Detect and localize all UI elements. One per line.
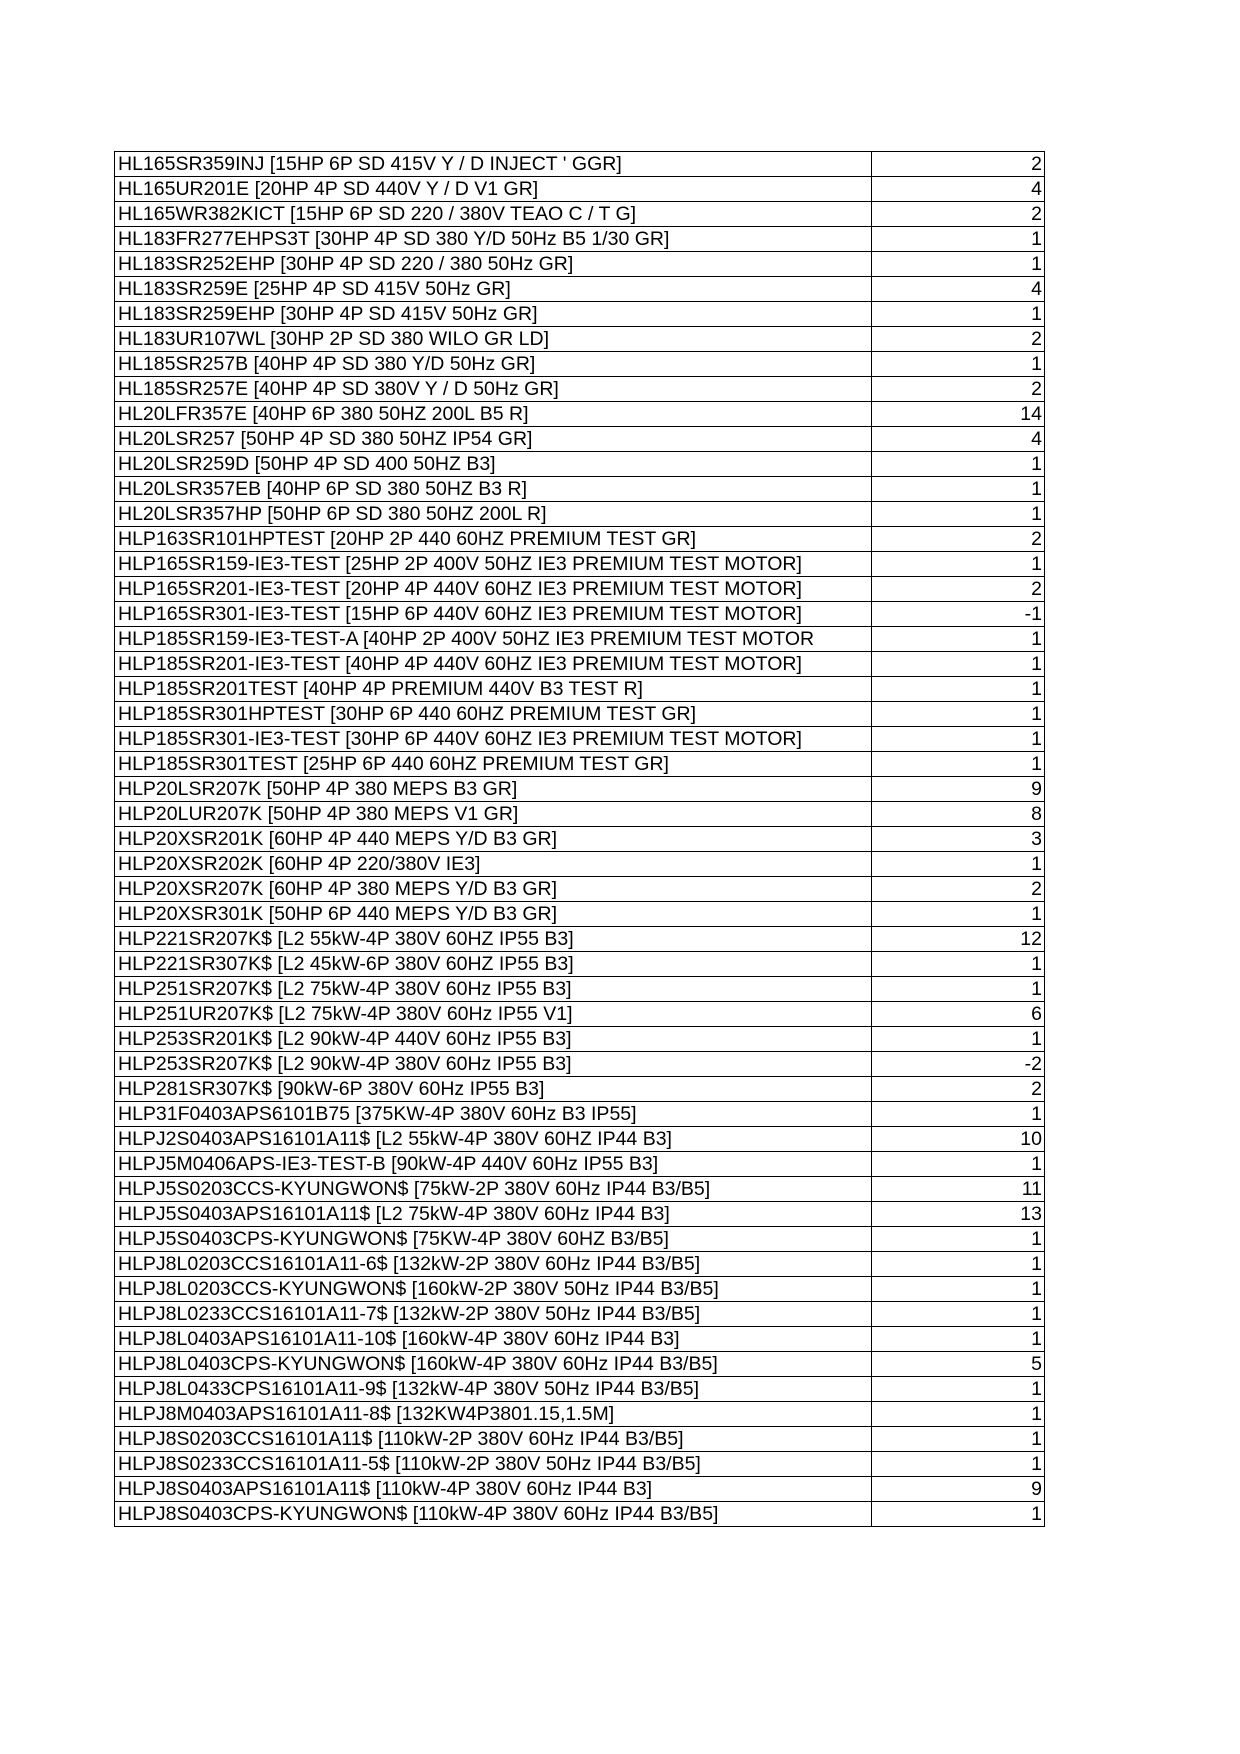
table-row <box>115 1177 1045 1202</box>
item-description-cell: HLP185SR159-IE3-TEST-A [40HP 2P 400V 50HZ IE3 PREMIUM TEST MOTOR <box>115 627 872 652</box>
item-quantity-cell: 11 <box>872 1177 1045 1202</box>
item-description-cell: HL165WR382KICT [15HP 6P SD 220 / 380V TEAO C / T G] <box>115 202 872 227</box>
item-description-cell: HLP20LSR207K [50HP 4P 380 MEPS B3 GR] <box>115 777 872 802</box>
table-row <box>115 852 1045 877</box>
table-row <box>115 427 1045 452</box>
table-row <box>115 527 1045 552</box>
item-quantity-cell: 1 <box>872 1227 1045 1252</box>
item-quantity-cell: 1 <box>872 552 1045 577</box>
inventory-sheet <box>114 151 1044 1527</box>
item-description-cell: HL183SR252EHP [30HP 4P SD 220 / 380 50Hz GR] <box>115 252 872 277</box>
item-description-cell: HLPJ5S0403APS16101A11$ [L2 75kW-4P 380V 60Hz IP44 B3] <box>115 1202 872 1227</box>
table-row <box>115 302 1045 327</box>
item-description-cell: HLPJ8S0233CCS16101A11-5$ [110kW-2P 380V 50Hz IP44 B3/B5] <box>115 1452 872 1477</box>
item-description-cell: HLPJ5S0203CCS-KYUNGWON$ [75kW-2P 380V 60Hz IP44 B3/B5] <box>115 1177 872 1202</box>
table-row <box>115 1352 1045 1377</box>
item-quantity-cell: 6 <box>872 1002 1045 1027</box>
table-row <box>115 827 1045 852</box>
item-description-cell: HLPJ8L0433CPS16101A11-9$ [132kW-4P 380V 50Hz IP44 B3/B5] <box>115 1377 872 1402</box>
item-description-cell: HLP281SR307K$ [90kW-6P 380V 60Hz IP55 B3] <box>115 1077 872 1102</box>
item-description-cell: HLP20XSR207K [60HP 4P 380 MEPS Y/D B3 GR] <box>115 877 872 902</box>
item-description-cell: HLPJ8S0403APS16101A11$ [110kW-4P 380V 60Hz IP44 B3] <box>115 1477 872 1502</box>
item-description-cell: HLP165SR301-IE3-TEST [15HP 6P 440V 60HZ IE3 PREMIUM TEST MOTOR] <box>115 602 872 627</box>
item-quantity-cell: 1 <box>872 752 1045 777</box>
item-quantity-cell: 1 <box>872 1277 1045 1302</box>
item-quantity-cell: 1 <box>872 1502 1045 1527</box>
table-row <box>115 1452 1045 1477</box>
table-row <box>115 502 1045 527</box>
item-quantity-cell: 1 <box>872 1427 1045 1452</box>
item-description-cell: HL20LSR257 [50HP 4P SD 380 50HZ IP54 GR] <box>115 427 872 452</box>
table-row <box>115 1002 1045 1027</box>
item-quantity-cell: 1 <box>872 1027 1045 1052</box>
item-quantity-cell: 2 <box>872 152 1045 177</box>
table-row <box>115 477 1045 502</box>
item-quantity-cell: 1 <box>872 252 1045 277</box>
table-row <box>115 1277 1045 1302</box>
item-description-cell: HLP165SR201-IE3-TEST [20HP 4P 440V 60HZ IE3 PREMIUM TEST MOTOR] <box>115 577 872 602</box>
item-description-cell: HLP20XSR301K [50HP 6P 440 MEPS Y/D B3 GR] <box>115 902 872 927</box>
item-description-cell: HL20LFR357E [40HP 6P 380 50HZ 200L B5 R] <box>115 402 872 427</box>
table-row <box>115 927 1045 952</box>
item-description-cell: HLP185SR301-IE3-TEST [30HP 6P 440V 60HZ IE3 PREMIUM TEST MOTOR] <box>115 727 872 752</box>
item-description-cell: HLP20XSR202K [60HP 4P 220/380V IE3] <box>115 852 872 877</box>
item-description-cell: HLPJ8L0403CPS-KYUNGWON$ [160kW-4P 380V 60Hz IP44 B3/B5] <box>115 1352 872 1377</box>
item-description-cell: HLP221SR207K$ [L2 55kW-4P 380V 60HZ IP55 B3] <box>115 927 872 952</box>
item-quantity-cell: 1 <box>872 502 1045 527</box>
item-description-cell: HLPJ5S0403CPS-KYUNGWON$ [75KW-4P 380V 60HZ B3/B5] <box>115 1227 872 1252</box>
item-quantity-cell: -1 <box>872 602 1045 627</box>
table-row <box>115 252 1045 277</box>
item-description-cell: HLPJ8L0403APS16101A11-10$ [160kW-4P 380V 60Hz IP44 B3] <box>115 1327 872 1352</box>
item-description-cell: HL183SR259EHP [30HP 4P SD 415V 50Hz GR] <box>115 302 872 327</box>
table-row <box>115 627 1045 652</box>
inventory-table <box>114 151 1045 1527</box>
item-quantity-cell: 9 <box>872 777 1045 802</box>
item-quantity-cell: 1 <box>872 677 1045 702</box>
item-quantity-cell: 1 <box>872 652 1045 677</box>
table-row <box>115 1077 1045 1102</box>
item-quantity-cell: 2 <box>872 377 1045 402</box>
item-description-cell: HLPJ8S0403CPS-KYUNGWON$ [110kW-4P 380V 60Hz IP44 B3/B5] <box>115 1502 872 1527</box>
item-quantity-cell: 1 <box>872 977 1045 1002</box>
table-row <box>115 952 1045 977</box>
item-description-cell: HLP31F0403APS6101B75 [375KW-4P 380V 60Hz B3 IP55] <box>115 1102 872 1127</box>
table-row <box>115 727 1045 752</box>
item-description-cell: HLP185SR301HPTEST [30HP 6P 440 60HZ PREMIUM TEST GR] <box>115 702 872 727</box>
table-row <box>115 1327 1045 1352</box>
table-row <box>115 352 1045 377</box>
item-quantity-cell: 1 <box>872 902 1045 927</box>
table-row <box>115 577 1045 602</box>
table-row <box>115 602 1045 627</box>
table-row <box>115 1477 1045 1502</box>
item-quantity-cell: 9 <box>872 1477 1045 1502</box>
table-row <box>115 177 1045 202</box>
item-quantity-cell: 14 <box>872 402 1045 427</box>
item-description-cell: HL20LSR357HP [50HP 6P SD 380 50HZ 200L R] <box>115 502 872 527</box>
item-quantity-cell: -2 <box>872 1052 1045 1077</box>
table-row <box>115 877 1045 902</box>
item-quantity-cell: 1 <box>872 227 1045 252</box>
table-row <box>115 1102 1045 1127</box>
inventory-table-body <box>115 152 1045 1527</box>
table-row <box>115 1402 1045 1427</box>
table-row <box>115 777 1045 802</box>
table-row <box>115 1152 1045 1177</box>
item-quantity-cell: 8 <box>872 802 1045 827</box>
item-description-cell: HLPJ8L0203CCS-KYUNGWON$ [160kW-2P 380V 50Hz IP44 B3/B5] <box>115 1277 872 1302</box>
table-row <box>115 327 1045 352</box>
table-row <box>115 152 1045 177</box>
item-quantity-cell: 3 <box>872 827 1045 852</box>
item-description-cell: HLP221SR307K$ [L2 45kW-6P 380V 60HZ IP55 B3] <box>115 952 872 977</box>
table-row <box>115 977 1045 1002</box>
table-row <box>115 1252 1045 1277</box>
table-row <box>115 1302 1045 1327</box>
table-row <box>115 1052 1045 1077</box>
table-row <box>115 402 1045 427</box>
item-description-cell: HLP251SR207K$ [L2 75kW-4P 380V 60Hz IP55 B3] <box>115 977 872 1002</box>
item-quantity-cell: 2 <box>872 1077 1045 1102</box>
item-description-cell: HLP20XSR201K [60HP 4P 440 MEPS Y/D B3 GR] <box>115 827 872 852</box>
table-row <box>115 1127 1045 1152</box>
item-description-cell: HL165UR201E [20HP 4P SD 440V Y / D V1 GR] <box>115 177 872 202</box>
item-description-cell: HL185SR257B [40HP 4P SD 380 Y/D 50Hz GR] <box>115 352 872 377</box>
item-description-cell: HL183UR107WL [30HP 2P SD 380 WILO GR LD] <box>115 327 872 352</box>
item-quantity-cell: 1 <box>872 852 1045 877</box>
item-description-cell: HLPJ2S0403APS16101A11$ [L2 55kW-4P 380V 60HZ IP44 B3] <box>115 1127 872 1152</box>
item-quantity-cell: 5 <box>872 1352 1045 1377</box>
item-quantity-cell: 2 <box>872 877 1045 902</box>
item-description-cell: HLP253SR201K$ [L2 90kW-4P 440V 60Hz IP55 B3] <box>115 1027 872 1052</box>
table-row <box>115 902 1045 927</box>
item-quantity-cell: 1 <box>872 1302 1045 1327</box>
item-description-cell: HL20LSR357EB [40HP 6P SD 380 50HZ B3 R] <box>115 477 872 502</box>
item-quantity-cell: 1 <box>872 302 1045 327</box>
table-row <box>115 452 1045 477</box>
item-description-cell: HL165SR359INJ [15HP 6P SD 415V Y / D INJECT ' GGR] <box>115 152 872 177</box>
item-description-cell: HLP185SR201-IE3-TEST [40HP 4P 440V 60HZ IE3 PREMIUM TEST MOTOR] <box>115 652 872 677</box>
table-row <box>115 377 1045 402</box>
item-description-cell: HLP165SR159-IE3-TEST [25HP 2P 400V 50HZ IE3 PREMIUM TEST MOTOR] <box>115 552 872 577</box>
item-quantity-cell: 1 <box>872 452 1045 477</box>
table-row <box>115 1427 1045 1452</box>
item-quantity-cell: 1 <box>872 1377 1045 1402</box>
item-quantity-cell: 1 <box>872 1452 1045 1477</box>
item-quantity-cell: 1 <box>872 1252 1045 1277</box>
item-description-cell: HL185SR257E [40HP 4P SD 380V Y / D 50Hz GR] <box>115 377 872 402</box>
table-row <box>115 277 1045 302</box>
table-row <box>115 752 1045 777</box>
item-quantity-cell: 4 <box>872 427 1045 452</box>
item-description-cell: HLPJ8L0233CCS16101A11-7$ [132kW-2P 380V 50Hz IP44 B3/B5] <box>115 1302 872 1327</box>
item-quantity-cell: 2 <box>872 327 1045 352</box>
item-quantity-cell: 1 <box>872 627 1045 652</box>
table-row <box>115 652 1045 677</box>
item-description-cell: HLP185SR201TEST [40HP 4P PREMIUM 440V B3 TEST R] <box>115 677 872 702</box>
item-quantity-cell: 10 <box>872 1127 1045 1152</box>
table-row <box>115 702 1045 727</box>
table-row <box>115 1202 1045 1227</box>
item-quantity-cell: 1 <box>872 1102 1045 1127</box>
item-quantity-cell: 1 <box>872 477 1045 502</box>
item-quantity-cell: 2 <box>872 527 1045 552</box>
item-description-cell: HL183SR259E [25HP 4P SD 415V 50Hz GR] <box>115 277 872 302</box>
item-description-cell: HLPJ8S0203CCS16101A11$ [110kW-2P 380V 60Hz IP44 B3/B5] <box>115 1427 872 1452</box>
item-description-cell: HLPJ5M0406APS-IE3-TEST-B [90kW-4P 440V 60Hz IP55 B3] <box>115 1152 872 1177</box>
item-quantity-cell: 1 <box>872 1152 1045 1177</box>
table-row <box>115 552 1045 577</box>
table-row <box>115 1227 1045 1252</box>
table-row <box>115 802 1045 827</box>
item-description-cell: HLPJ8M0403APS16101A11-8$ [132KW4P3801.15,1.5M] <box>115 1402 872 1427</box>
item-quantity-cell: 1 <box>872 1402 1045 1427</box>
item-description-cell: HLP253SR207K$ [L2 90kW-4P 380V 60Hz IP55 B3] <box>115 1052 872 1077</box>
item-description-cell: HLP251UR207K$ [L2 75kW-4P 380V 60Hz IP55 V1] <box>115 1002 872 1027</box>
table-row <box>115 1502 1045 1527</box>
item-quantity-cell: 13 <box>872 1202 1045 1227</box>
item-quantity-cell: 2 <box>872 202 1045 227</box>
item-quantity-cell: 4 <box>872 277 1045 302</box>
item-quantity-cell: 1 <box>872 1327 1045 1352</box>
item-quantity-cell: 1 <box>872 352 1045 377</box>
item-quantity-cell: 4 <box>872 177 1045 202</box>
item-quantity-cell: 1 <box>872 702 1045 727</box>
item-quantity-cell: 12 <box>872 927 1045 952</box>
item-quantity-cell: 1 <box>872 727 1045 752</box>
item-description-cell: HL20LSR259D [50HP 4P SD 400 50HZ B3] <box>115 452 872 477</box>
item-description-cell: HL183FR277EHPS3T [30HP 4P SD 380 Y/D 50Hz B5 1/30 GR] <box>115 227 872 252</box>
table-row <box>115 202 1045 227</box>
item-quantity-cell: 2 <box>872 577 1045 602</box>
item-description-cell: HLP163SR101HPTEST [20HP 2P 440 60HZ PREMIUM TEST GR] <box>115 527 872 552</box>
table-row <box>115 677 1045 702</box>
item-quantity-cell: 1 <box>872 952 1045 977</box>
table-row <box>115 1027 1045 1052</box>
item-description-cell: HLP185SR301TEST [25HP 6P 440 60HZ PREMIUM TEST GR] <box>115 752 872 777</box>
table-row <box>115 227 1045 252</box>
item-description-cell: HLPJ8L0203CCS16101A11-6$ [132kW-2P 380V 60Hz IP44 B3/B5] <box>115 1252 872 1277</box>
item-description-cell: HLP20LUR207K [50HP 4P 380 MEPS V1 GR] <box>115 802 872 827</box>
table-row <box>115 1377 1045 1402</box>
